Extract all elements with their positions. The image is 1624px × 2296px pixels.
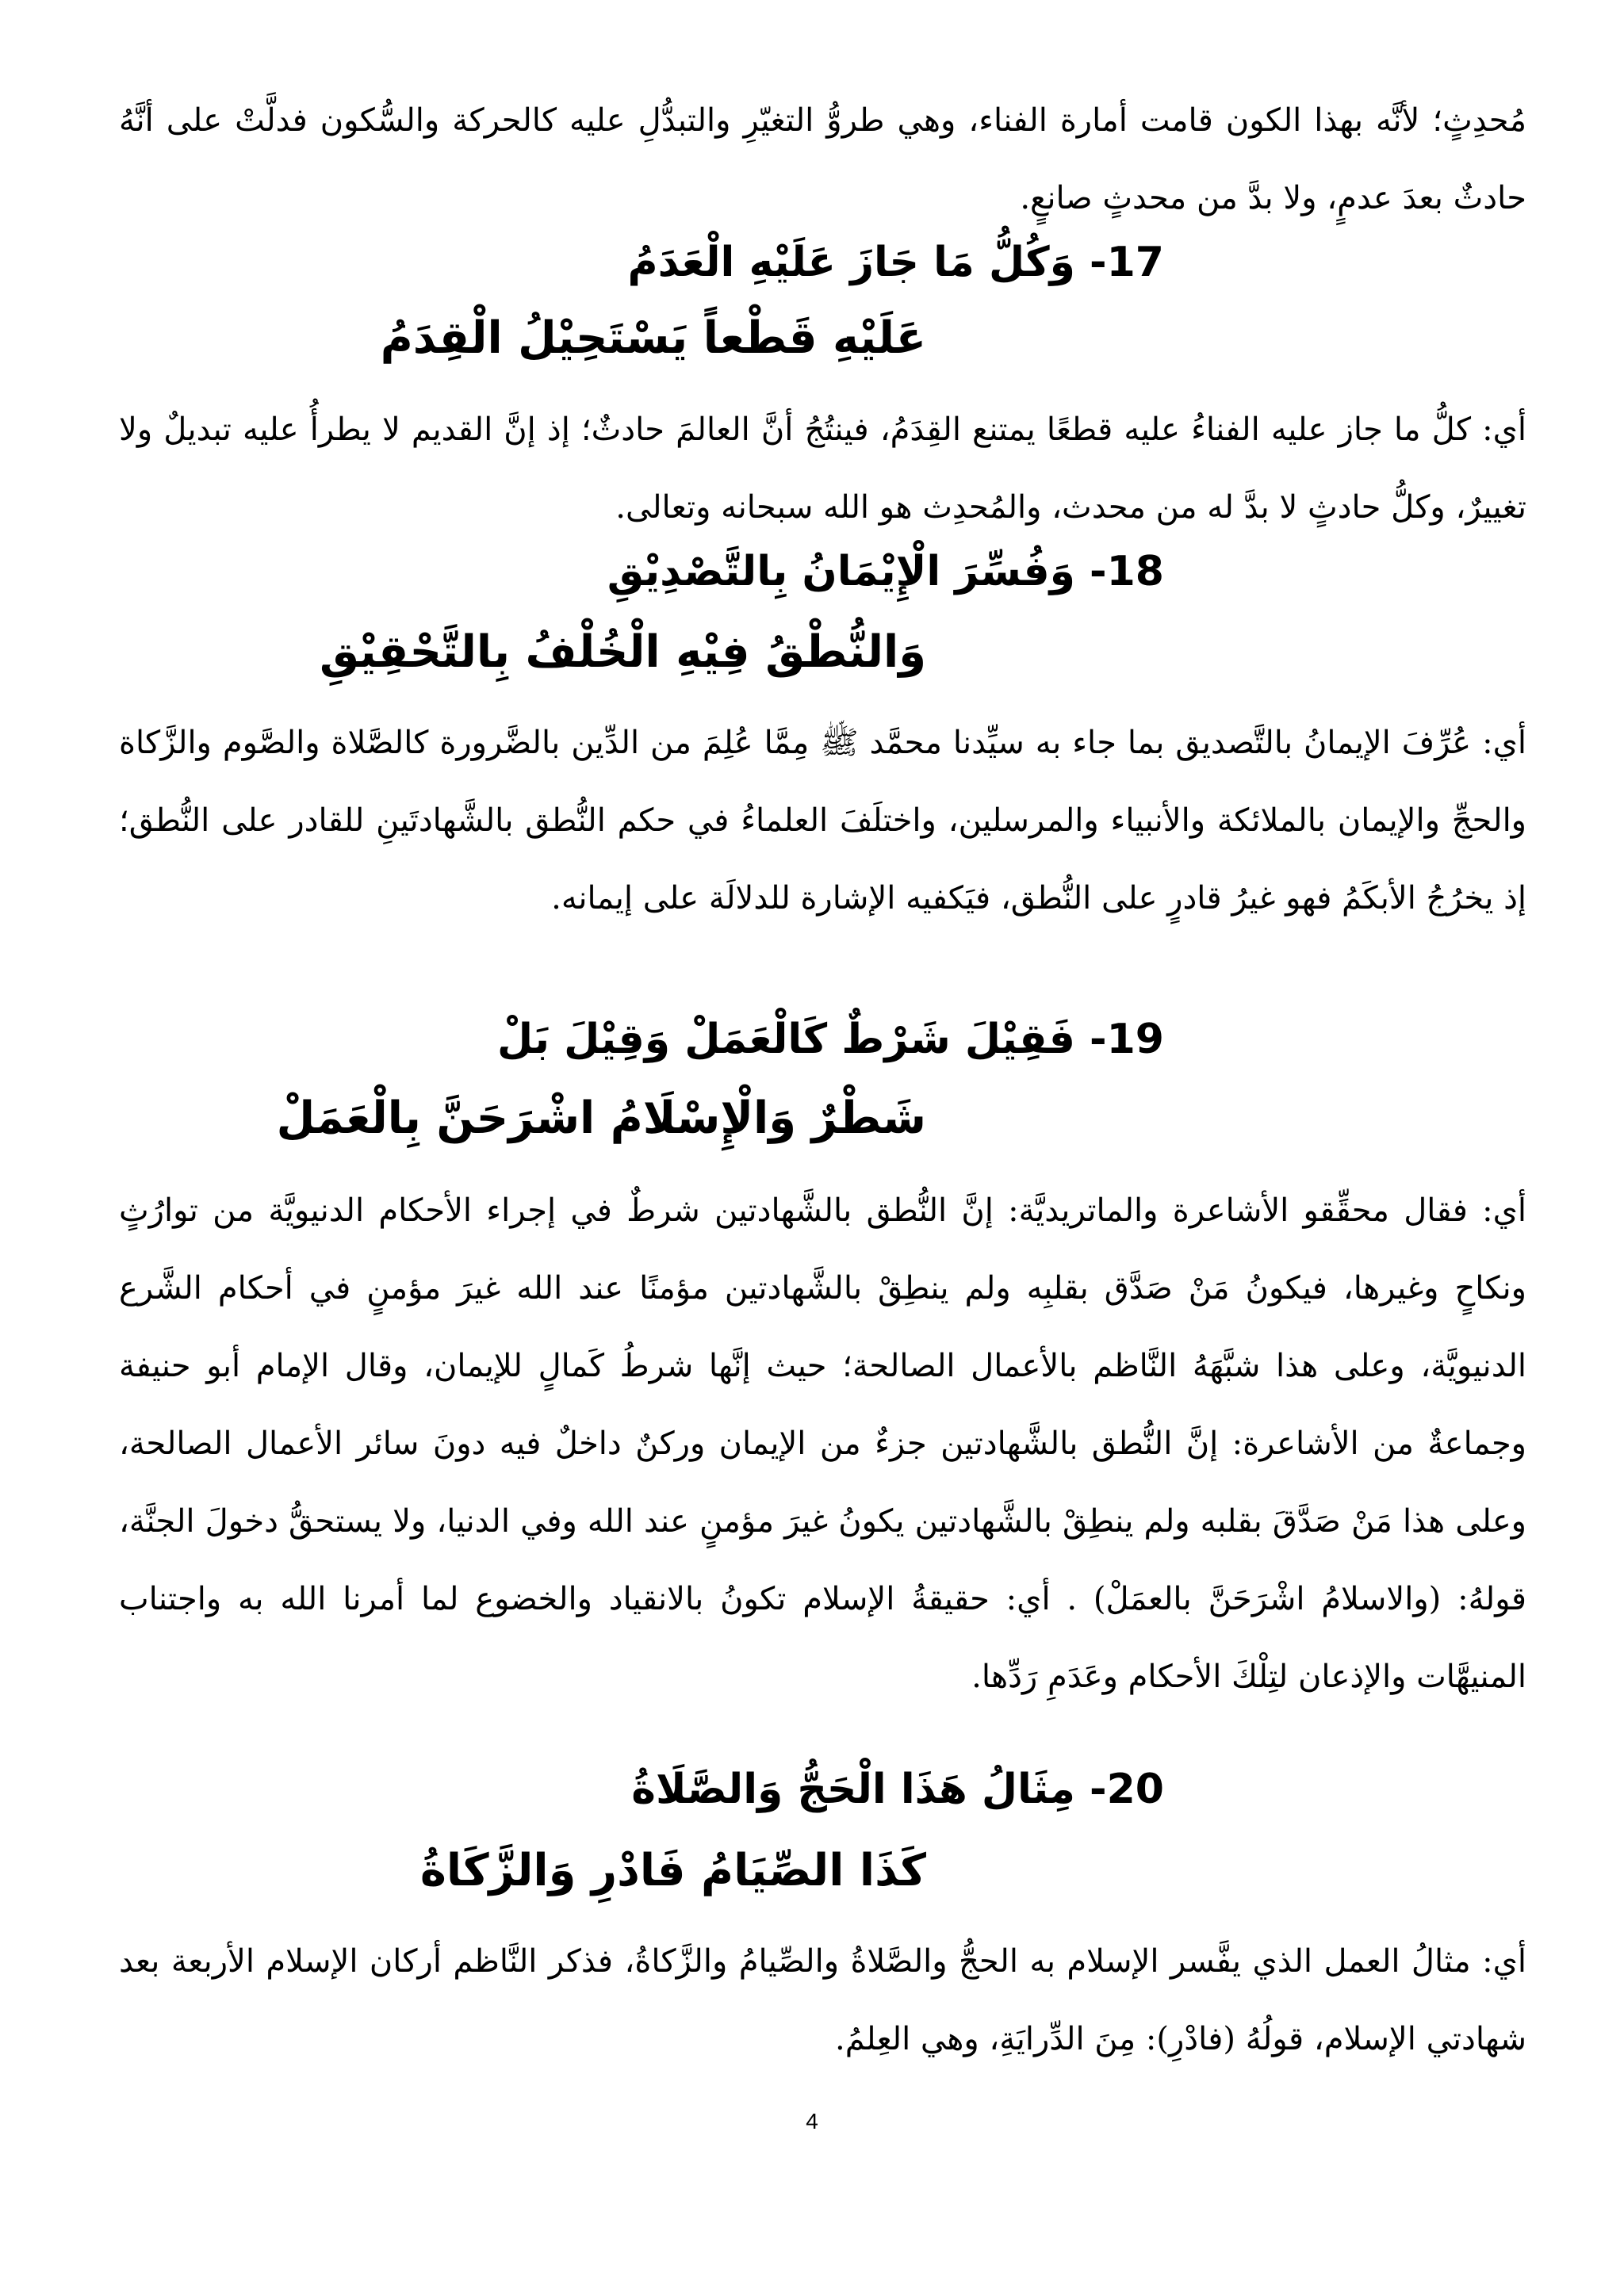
verse-17-second-hemistich: عَلَيْهِ قَطْعاً يَسْتَحِيْلُ الْقِدَمُ bbox=[380, 312, 926, 364]
verse-20-second-hemistich: كَذَا الصِّيَامُ فَادْرِ وَالزَّكَاةُ bbox=[419, 1845, 926, 1896]
commentary-18: أي: عُرِّفَ الإيمانُ بالتَّصديق بما جاء به سيِّدنا محمَّد ﷺ مِمَّا عُلِمَ من الدِّين بالضَّرورة كالصَّلاة والصَّوم والزَّكاة والحجِّ والإيمان بالملائكة والأنبياء والمرسلين، واختلَفَ العلماءُ في حكم النُّطق بالشَّهادتَينِ للقادر على النُّطق؛ إذ يخرُجُ الأبكَمُ فهو غيرُ قادرٍ على النُّطق، فيَكفيه الإشارة للدلالَة على إيمانه. bbox=[119, 725, 1527, 916]
verse-19-second-hemistich: شَطْرٌ وَالْإِسْلَامُ اشْرَحَنَّ بِالْعَمَلْ bbox=[276, 1093, 926, 1144]
commentary-17: أي: كلُّ ما جاز عليه الفناءُ عليه قطعًا يمتنع القِدَمُ، فينتُجُ أنَّ العالمَ حادثٌ؛ إذ إنَّ القديم لا يطرأُ عليه تبديلٌ ولا تغييرٌ، وكلُّ حادثٍ لا بدَّ له من محدث، والمُحدِث هو الله سبحانه وتعالى. bbox=[119, 411, 1526, 526]
page-number: 4 bbox=[806, 2109, 818, 2133]
commentary-19: أي: فقال محقِّقو الأشاعرة والماتريديَّة: إنَّ النُّطق بالشَّهادتين شرطٌ في إجراء الأحكام الدنيويَّة من توارُثٍ ونكاحٍ وغيرها، فيكونُ مَنْ صَدَّق بقلبِه ولم ينطِقْ بالشَّهادتين مؤمنًا عند الله غيرَ مؤمنٍ في أحكام الشَّرع الدنيويَّة، وعلى هذا شبَّهَهُ النَّاظم بالأعمال الصالحة؛ حيث إنَّها شرطُ كَمالٍ للإيمان، وقال الإمام أبو حنيفة وجماعةٌ من الأشاعرة: إنَّ النُّطق بالشَّهادتين جزءٌ من الإيمان وركنٌ داخلٌ فيه دونَ سائر الأعمال الصالحة، وعلى هذا مَنْ صَدَّقَ بقلبه ولم ينطِقْ بالشَّهادتين يكونُ غيرَ مؤمنٍ عند الله وفي الدنيا، ولا يستحقُّ دخولَ الجنَّة، قولهُ: (والاسلامُ اشْرَحَنَّ بالعمَلْ) . أي: حقيقةُ الإسلام تكونُ بالانقياد والخضوع لما أمرنا الله به واجتناب المنيهَّات والإذعان لتِلْكَ الأحكام وعَدَمِ رَدِّها. bbox=[119, 1192, 1526, 1695]
verse-19-first-hemistich: 19- فَقِيْلَ شَرْطٌ كَالْعَمَلْ وَقِيْلَ بَلْ bbox=[497, 1016, 1164, 1063]
verse-18-second-hemistich: وَالنُّطْقُ فِيْهِ الْخُلْفُ بِالتَّحْقِيْقِ bbox=[320, 626, 926, 678]
verse-18-first-hemistich: 18- وَفُسِّرَ الْإِيْمَانُ بِالتَّصْدِيْقِ bbox=[607, 548, 1164, 595]
intro-paragraph: مُحدِثٍ؛ لأنَّه بهذا الكون قامت أمارة الفناء، وهي طروُّ التغيّرِ والتبدُّلِ عليه كالحركة والسُّكون فدلَّتْ على أنَّهُ حادثٌ بعدَ عدمٍ، ولا بدَّ من محدثٍ صانعٍ. bbox=[119, 102, 1526, 216]
verse-17-first-hemistich: 17- وَكُلُّ مَا جَازَ عَلَيْهِ الْعَدَمُ bbox=[627, 239, 1164, 286]
commentary-20: أي: مثالُ العمل الذي يفَّسر الإسلام به الحجُّ والصَّلاةُ والصِّيامُ والزَّكاةُ، فذكر النَّاظم أركان الإسلام الأربعة بعد شهادتي الإسلام، قولُهُ (فادْرِ): مِنَ الدِّرايَةِ، وهي العِلمُ. bbox=[119, 1943, 1526, 2057]
verse-20-first-hemistich: 20- مِثَالُ هَذَا الْحَجُّ وَالصَّلَاةُ bbox=[631, 1766, 1164, 1813]
